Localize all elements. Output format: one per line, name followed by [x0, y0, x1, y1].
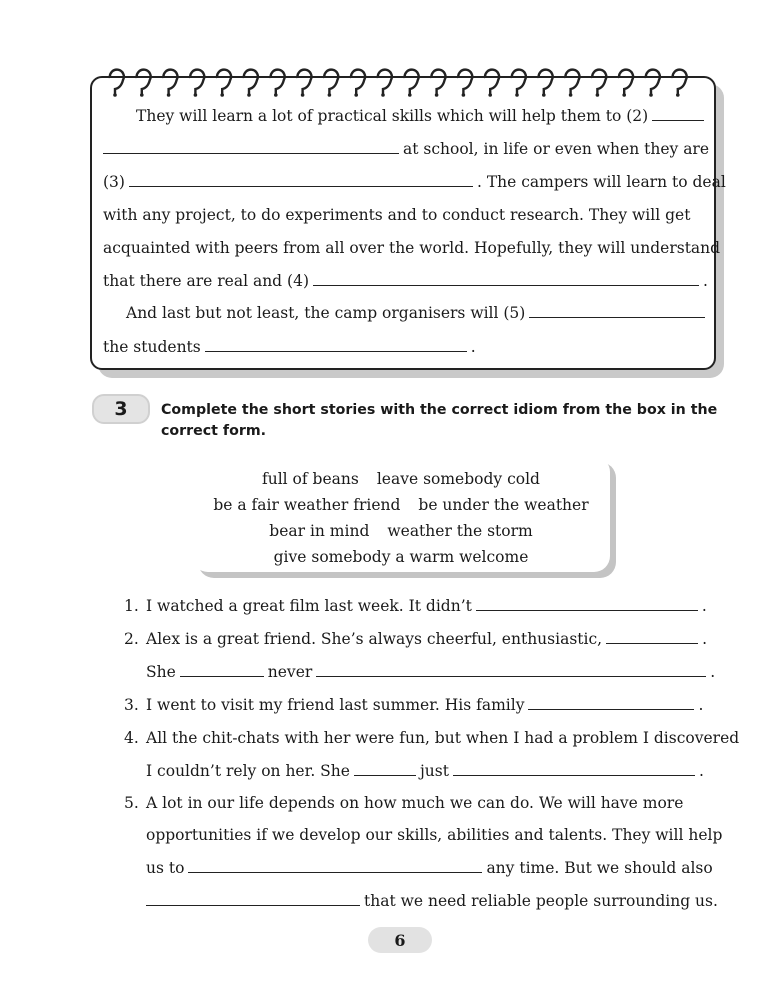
notepad-line-3	[103, 172, 726, 192]
item-number: 1.	[124, 597, 139, 615]
notepad-text: acquainted with peers from all over the world. Hopefully, they will understand	[103, 239, 721, 257]
idiom: full of beans	[262, 470, 359, 488]
idiom: be a fair weather friend	[213, 496, 401, 514]
notepad-line-5	[103, 238, 720, 258]
item-4-line-2	[146, 761, 704, 781]
spiral-ring	[512, 70, 526, 94]
idiom-row	[192, 548, 610, 566]
spiral-binding	[108, 68, 708, 98]
idiom: weather the storm	[387, 522, 533, 540]
item-2-blank-b[interactable]	[180, 675, 264, 677]
spiral-ring	[137, 70, 151, 94]
answer-blank-4[interactable]	[313, 284, 699, 286]
spiral-ring	[592, 70, 606, 94]
item-text: just	[419, 762, 449, 780]
item-number: 2.	[124, 630, 139, 648]
answer-blank-5-cont[interactable]	[205, 350, 467, 352]
item-text: never	[267, 663, 313, 681]
spiral-ring	[405, 70, 419, 94]
item-2-line-2	[146, 662, 715, 682]
item-number: 3.	[124, 696, 139, 714]
item-5-line-4	[146, 891, 718, 911]
item-number: 5.	[124, 794, 139, 812]
item-text: us to	[146, 859, 185, 877]
spiral-hole	[462, 93, 466, 97]
notepad-text: .	[703, 272, 708, 290]
exercise-instruction: Complete the short stories with the correct idiom from the box in the correct form.	[161, 402, 718, 439]
item-5-line-2	[146, 825, 722, 845]
item-3-line-1	[146, 695, 703, 715]
notepad-line-8	[103, 337, 476, 357]
spiral-ring	[110, 70, 124, 94]
spiral-hole	[247, 93, 251, 97]
item-text: I watched a great film last week. It didn’t	[146, 597, 472, 615]
item-1-line-1	[146, 596, 707, 616]
item-4-line-1	[146, 728, 739, 748]
item-text: .	[698, 696, 704, 714]
answer-blank-5[interactable]	[529, 316, 705, 318]
item-5-blank-b[interactable]	[146, 904, 360, 906]
idiom-box	[192, 456, 610, 572]
item-5-line-3	[146, 858, 713, 878]
item-2-blank-c[interactable]	[316, 675, 706, 677]
spiral-hole	[220, 93, 224, 97]
answer-blank-2[interactable]	[652, 119, 704, 121]
item-text: I couldn’t rely on her. She	[146, 762, 350, 780]
spiral-ring	[485, 70, 499, 94]
notepad-line-6	[103, 271, 708, 291]
notepad-text: with any project, to do experiments and to conduct research. They will get	[103, 206, 691, 224]
idiom: bear in mind	[269, 522, 370, 540]
spiral-hole	[328, 93, 332, 97]
spiral-hole	[408, 93, 412, 97]
spiral-hole	[569, 93, 573, 97]
spiral-ring	[539, 70, 553, 94]
spiral-hole	[622, 93, 626, 97]
spiral-hole	[140, 93, 144, 97]
item-text: I went to visit my friend last summer. His family	[146, 696, 525, 714]
spiral-hole	[301, 93, 305, 97]
answer-blank-3[interactable]	[129, 185, 473, 187]
spiral-ring	[163, 70, 177, 94]
spiral-ring	[673, 70, 687, 94]
spiral-ring	[431, 70, 445, 94]
item-2-blank-a[interactable]	[606, 642, 698, 644]
notepad-line-4	[103, 205, 690, 225]
idiom: be under the weather	[418, 496, 589, 514]
notepad-line-1	[136, 106, 708, 126]
item-text: Alex is a great friend. She’s always cheerful, enthusiastic,	[146, 630, 603, 648]
spiral-hole	[488, 93, 492, 97]
idiom-row	[192, 470, 610, 488]
item-text: A lot in our life depends on how much we can do. We will have more	[146, 794, 684, 812]
notepad-text: the students	[103, 338, 201, 356]
spiral-hole	[542, 93, 546, 97]
notepad-text: They will learn a lot of practical skills which will help them to (2)	[136, 107, 649, 125]
answer-blank-2-cont[interactable]	[103, 152, 399, 154]
exercise-number: 3	[114, 398, 128, 420]
notepad-text: .	[470, 338, 476, 356]
item-text: opportunities if we develop our skills, abilities and talents. They will help	[146, 826, 723, 844]
spiral-hole	[167, 93, 171, 97]
item-text: .	[710, 663, 716, 681]
notepad-line-7	[126, 303, 709, 323]
item-4-blank-b[interactable]	[453, 774, 695, 776]
spiral-ring	[378, 70, 392, 94]
idiom-row	[192, 496, 610, 514]
item-text: .	[702, 630, 707, 648]
spiral-ring	[244, 70, 258, 94]
spiral-ring	[619, 70, 633, 94]
item-text: any time. But we should also	[486, 859, 713, 877]
item-4-blank-a[interactable]	[354, 774, 416, 776]
spiral-ring	[458, 70, 472, 94]
item-text: .	[701, 597, 707, 615]
exercise-number-badge	[92, 394, 150, 424]
spiral-hole	[649, 93, 653, 97]
spiral-hole	[515, 93, 519, 97]
spiral-hole	[194, 93, 198, 97]
item-text: She	[146, 663, 176, 681]
item-text: that we need reliable people surrounding us.	[364, 892, 718, 910]
spiral-ring	[565, 70, 579, 94]
spiral-ring	[297, 70, 311, 94]
spiral-hole	[435, 93, 439, 97]
item-text: All the chit-chats with her were fun, but when I had a problem I discovered	[146, 729, 740, 747]
notepad-text: that there are real and (4)	[103, 272, 309, 290]
spiral-hole	[381, 93, 385, 97]
notepad-line-2	[103, 139, 709, 159]
spiral-ring	[217, 70, 231, 94]
spiral-ring	[646, 70, 660, 94]
item-1-blank[interactable]	[476, 609, 698, 611]
spiral-ring	[351, 70, 365, 94]
spiral-ring	[271, 70, 285, 94]
notepad-text: at school, in life or even when they are	[403, 140, 710, 158]
spiral-hole	[354, 93, 358, 97]
spiral-hole	[274, 93, 278, 97]
page-number: 6	[368, 927, 432, 953]
spiral-hole	[596, 93, 600, 97]
spiral-hole	[676, 93, 680, 97]
item-text: .	[698, 762, 704, 780]
notepad-text: (3)	[103, 173, 125, 191]
idiom: leave somebody cold	[376, 470, 540, 488]
item-3-blank[interactable]	[528, 708, 694, 710]
idiom: give somebody a warm welcome	[273, 548, 529, 566]
spiral-hole	[113, 93, 117, 97]
item-2-line-1	[146, 629, 707, 649]
notepad-text: . The campers will learn to deal	[476, 173, 726, 191]
item-5-line-1	[146, 793, 683, 813]
notepad-text: And last but not least, the camp organisers will (5)	[126, 304, 526, 322]
item-5-blank-a[interactable]	[188, 871, 482, 873]
spiral-ring	[324, 70, 338, 94]
spiral-ring	[190, 70, 204, 94]
item-number: 4.	[124, 729, 139, 747]
idiom-row	[192, 522, 610, 540]
